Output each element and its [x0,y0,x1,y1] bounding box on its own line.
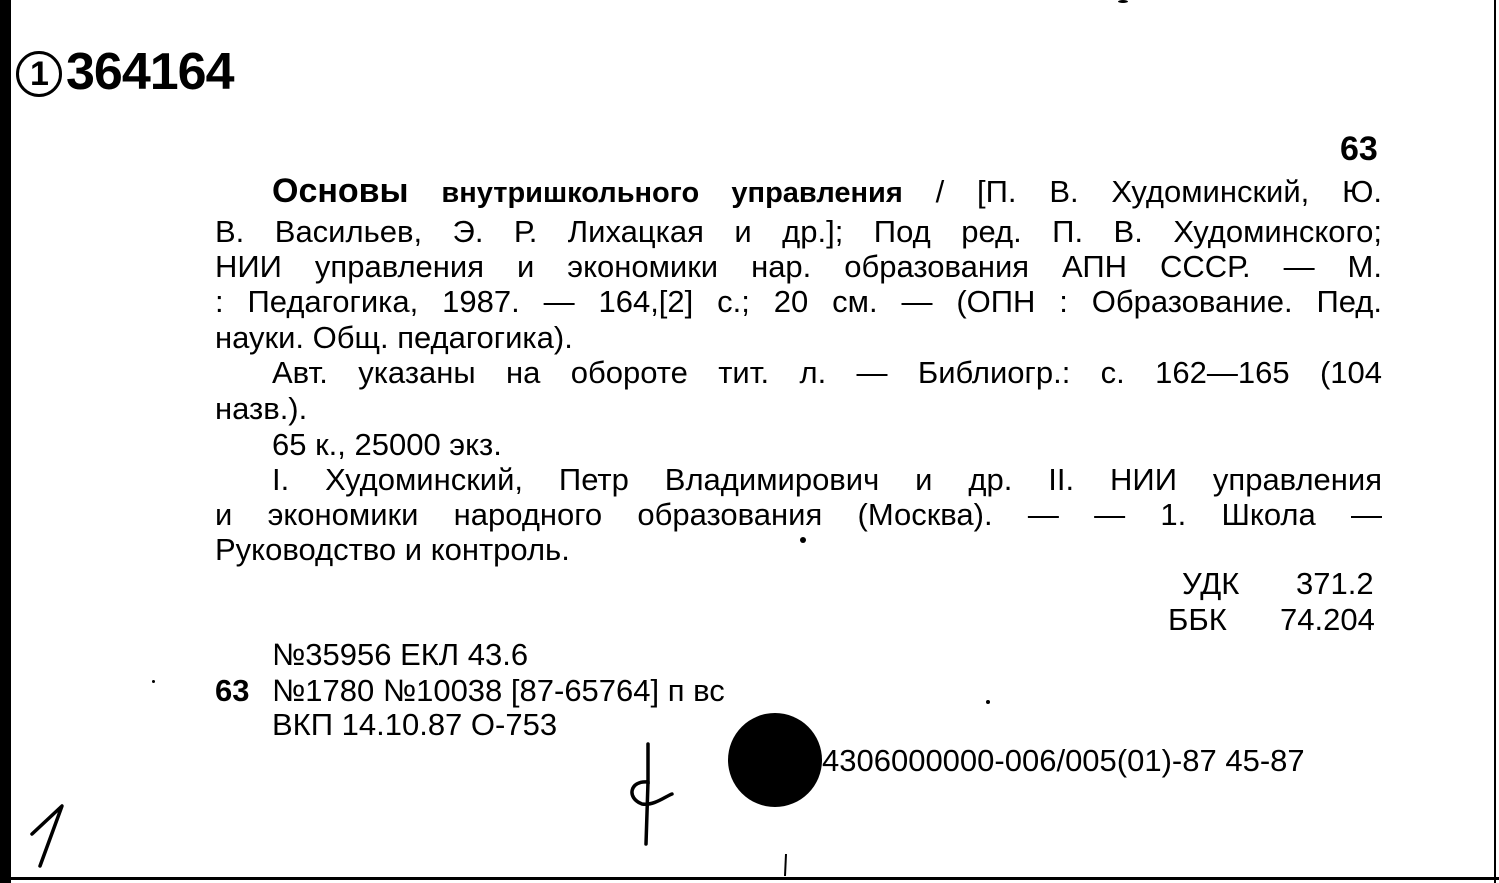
title-responsibility: / [П. В. Худоминский, Ю. [935,174,1382,209]
title-line [272,174,1382,212]
body-line: : Педагогика, 1987. — 164,[2] с.; 20 см. — (ОПН : Образование. Пед. [215,284,1382,319]
ink-speck [152,680,155,683]
ink-blot [728,713,822,807]
isbn-code: 4306000000-006/005(01)-87 45-87 [822,743,1305,778]
price-line: 65 к., 25000 экз. [272,427,502,462]
card-bottom-edge [0,877,1499,880]
title-subtitle: внутришкольного управления [441,177,903,209]
inventory-stamp [16,42,234,102]
bottom-line: №35956 ЕКЛ 43.6 [272,637,529,672]
bbk-value: 74.204 [1280,602,1375,637]
bottom-line: ВКП 14.10.87 О-753 [272,707,558,742]
udk-label: УДК [1182,566,1240,601]
ink-speck [986,700,990,704]
bbk-label: ББК [1168,602,1227,637]
body-line: НИИ управления и экономики нар. образования АПН СССР. — М. [215,249,1382,284]
tracing-line: I. Худоминский, Петр Владимирович и др. II. НИИ управления [272,462,1382,497]
udk-value: 371.2 [1296,566,1374,601]
ink-speck [800,537,806,543]
signature-icon [620,740,680,850]
notes-line: назв.). [215,391,308,426]
ink-mark-icon [782,852,790,878]
title-main-word: Основы [272,172,409,210]
card-right-edge [1494,0,1496,883]
bottom-prefix: 63 [215,673,250,708]
shelf-mark: 63 [1340,130,1378,168]
tracing-line: и экономики народного образования (Москва). — — 1. Школа — [215,497,1382,532]
tracing-line: Руководство и контроль. [215,532,570,567]
card-left-edge [0,0,11,883]
stamp-number: 364164 [66,43,234,101]
bottom-line: №1780 №10038 [87-65764] п вс [272,673,725,708]
ink-speck [1118,0,1128,3]
notes-line: Авт. указаны на обороте тит. л. — Библиогр.: с. 162—165 (104 [272,355,1382,390]
handwritten-number-icon [22,800,82,870]
body-line: науки. Общ. педагогика). [215,320,573,355]
stamp-circle-mark: 1 [16,51,62,97]
body-line: В. Васильев, Э. Р. Лихацкая и др.]; Под ред. П. В. Худоминского; [215,214,1382,249]
